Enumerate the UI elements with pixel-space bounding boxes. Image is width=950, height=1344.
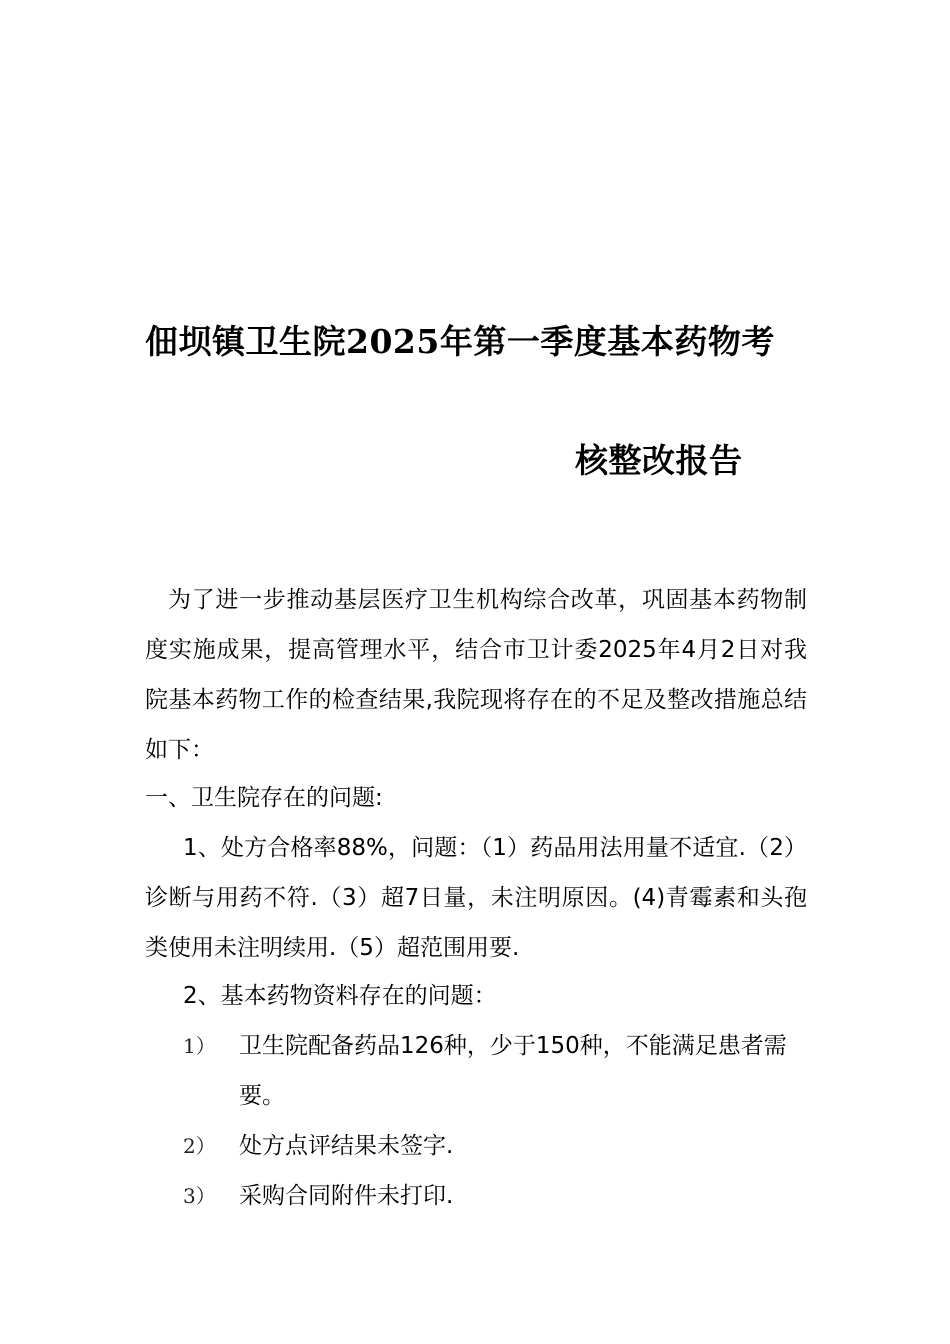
document-title-line-1: 佃坝镇卫生院2025年第一季度基本药物考: [145, 322, 775, 361]
problem-item-2: 2、基本药物资料存在的问题：: [183, 983, 497, 1009]
sub-list-number: 1）: [183, 1034, 216, 1058]
problem-item-1: 1、处方合格率88%，问题：（1）药品用法用量不适宜.（2）诊断与用药不符.（3）超7日量，未注明原因。(4)青霉素和头孢类使用未注明续用.（5）超范围用要.: [145, 835, 807, 961]
sub-list-item: [183, 1121, 807, 1171]
intro-paragraph: 为了进一步推动基层医疗卫生机构综合改革，巩固基本药物制度实施成果，提高管理水平，结合市卫计委2025年4月2日对我院基本药物工作的检查结果,我院现将存在的不足及整改措施总结如下：: [145, 587, 807, 763]
document-title-line-2: 核整改报告: [575, 441, 743, 480]
sub-list-text: 采购合同附件未打印.: [239, 1183, 454, 1209]
sub-list-item: [183, 1171, 807, 1221]
section-heading: 一、卫生院存在的问题:: [145, 785, 383, 811]
sub-list-number: 3）: [183, 1184, 216, 1208]
sub-list-text: 卫生院配备药品126种，少于150种，不能满足患者需要。: [239, 1033, 787, 1109]
sub-list-number: 2）: [183, 1134, 216, 1158]
sub-list-item: [183, 1021, 807, 1121]
sub-list-text: 处方点评结果未签字.: [239, 1133, 454, 1159]
